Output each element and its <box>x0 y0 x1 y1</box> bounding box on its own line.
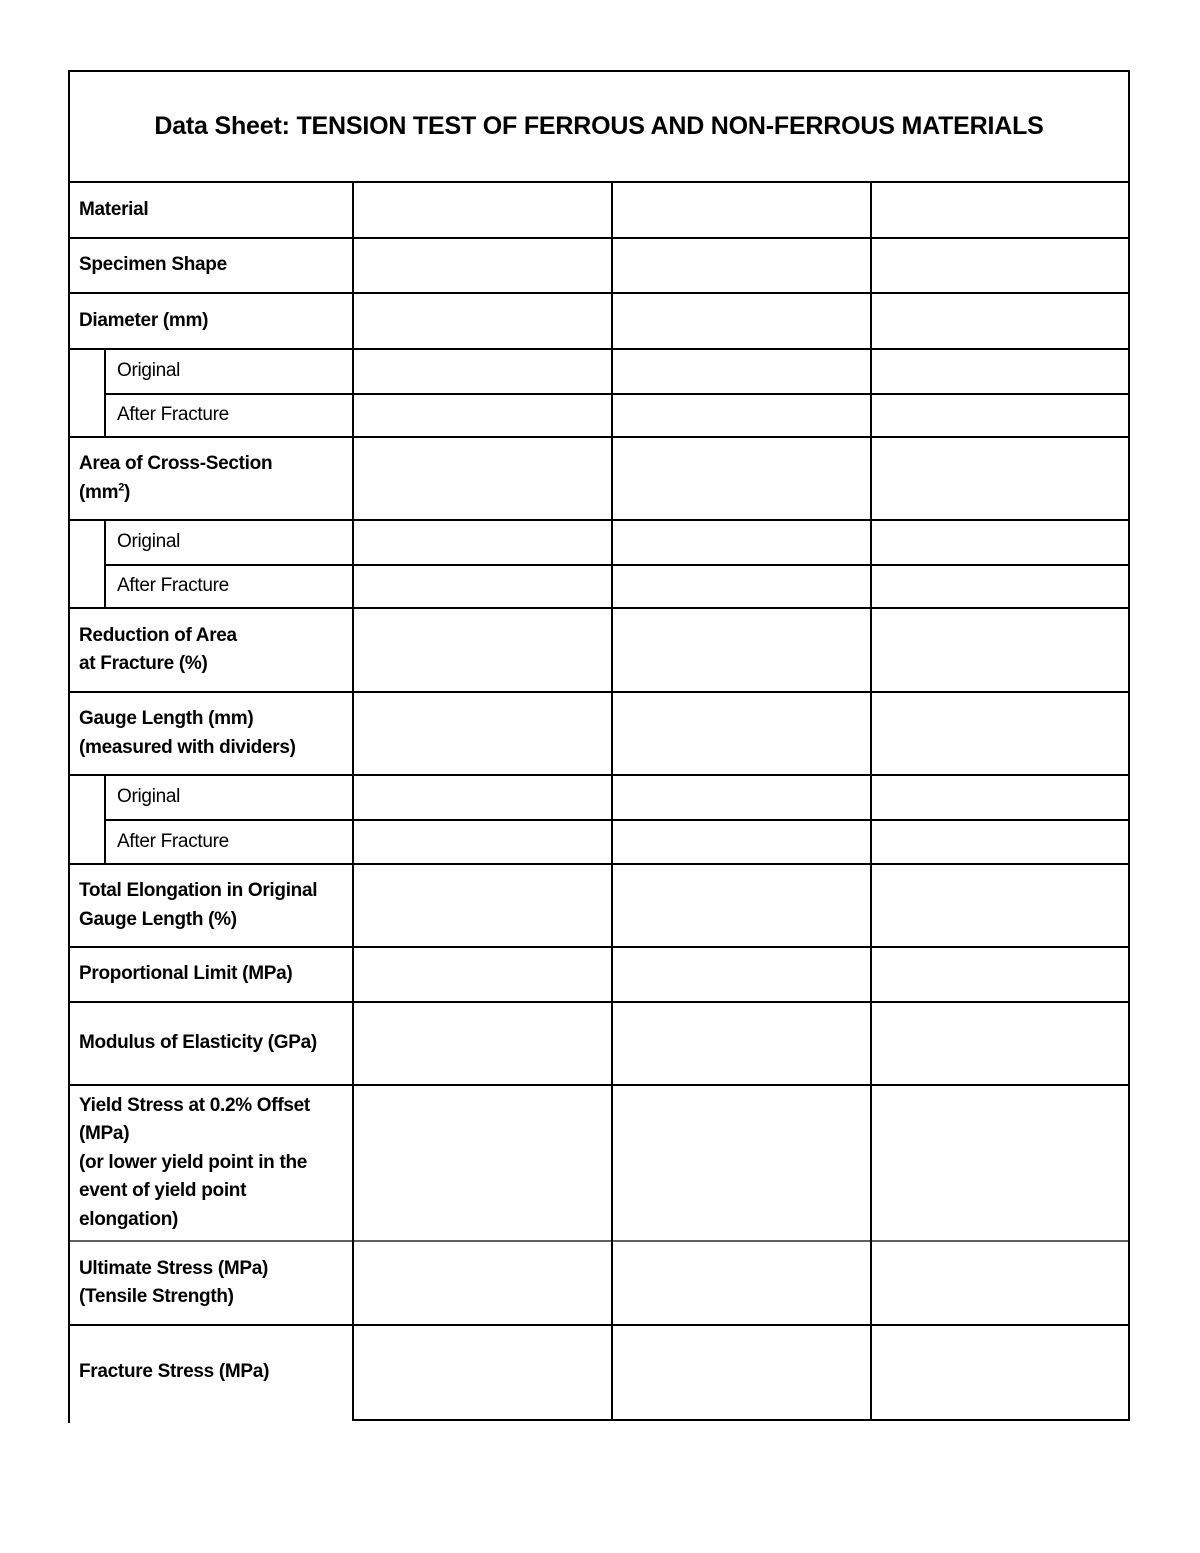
data-sheet <box>68 70 1130 1422</box>
row-label-area-original: Original <box>117 531 181 553</box>
row-label-gauge-length: Gauge Length (mm) (measured with dividers) <box>79 708 296 758</box>
area-unit-superscript: 2 <box>118 481 125 494</box>
row-label-area-after-fracture: After Fracture <box>117 575 229 597</box>
row-label-ultimate-stress: Ultimate Stress (MPa) (Tensile Strength) <box>79 1257 269 1307</box>
sheet-title <box>68 70 1130 182</box>
row-label-total-elongation: Total Elongation in Original Gauge Length (%) <box>79 880 318 930</box>
area-unit-suffix: ) <box>124 481 131 503</box>
area-label-line1: Area of Cross-Section <box>79 453 273 474</box>
row-label-modulus-of-elasticity: Modulus of Elasticity (GPa) <box>79 1032 317 1054</box>
title-main: TENSION TEST OF FERROUS AND NON-FERROUS MATERIALS <box>296 111 1044 140</box>
row-label-diameter-original: Original <box>117 360 181 382</box>
row-label-specimen-shape: Specimen Shape <box>79 254 227 276</box>
row-label-proportional-limit: Proportional Limit (MPa) <box>79 963 293 985</box>
row-label-yield-stress: Yield Stress at 0.2% Offset (MPa) (or lower yield point in the event of yield point elongation) <box>79 1094 310 1230</box>
row-label-diameter: Diameter (mm) <box>79 309 209 331</box>
row-label-reduction-of-area: Reduction of Area at Fracture (%) <box>79 624 237 674</box>
row-label-area-cross-section <box>79 437 349 520</box>
title-prefix: Data Sheet: <box>154 111 290 140</box>
row-label-gauge-original: Original <box>117 786 181 808</box>
data-column-1[interactable] <box>354 183 611 1419</box>
row-label-gauge-after-fracture: After Fracture <box>117 830 229 852</box>
row-label-material: Material <box>79 198 149 220</box>
data-column-3[interactable] <box>872 183 1128 1419</box>
area-unit-prefix: (mm <box>79 481 119 503</box>
row-label-fracture-stress: Fracture Stress (MPa) <box>79 1361 270 1383</box>
row-label-diameter-after-fracture: After Fracture <box>117 404 229 426</box>
data-column-2[interactable] <box>613 183 870 1419</box>
area-label-line2 <box>79 479 130 508</box>
